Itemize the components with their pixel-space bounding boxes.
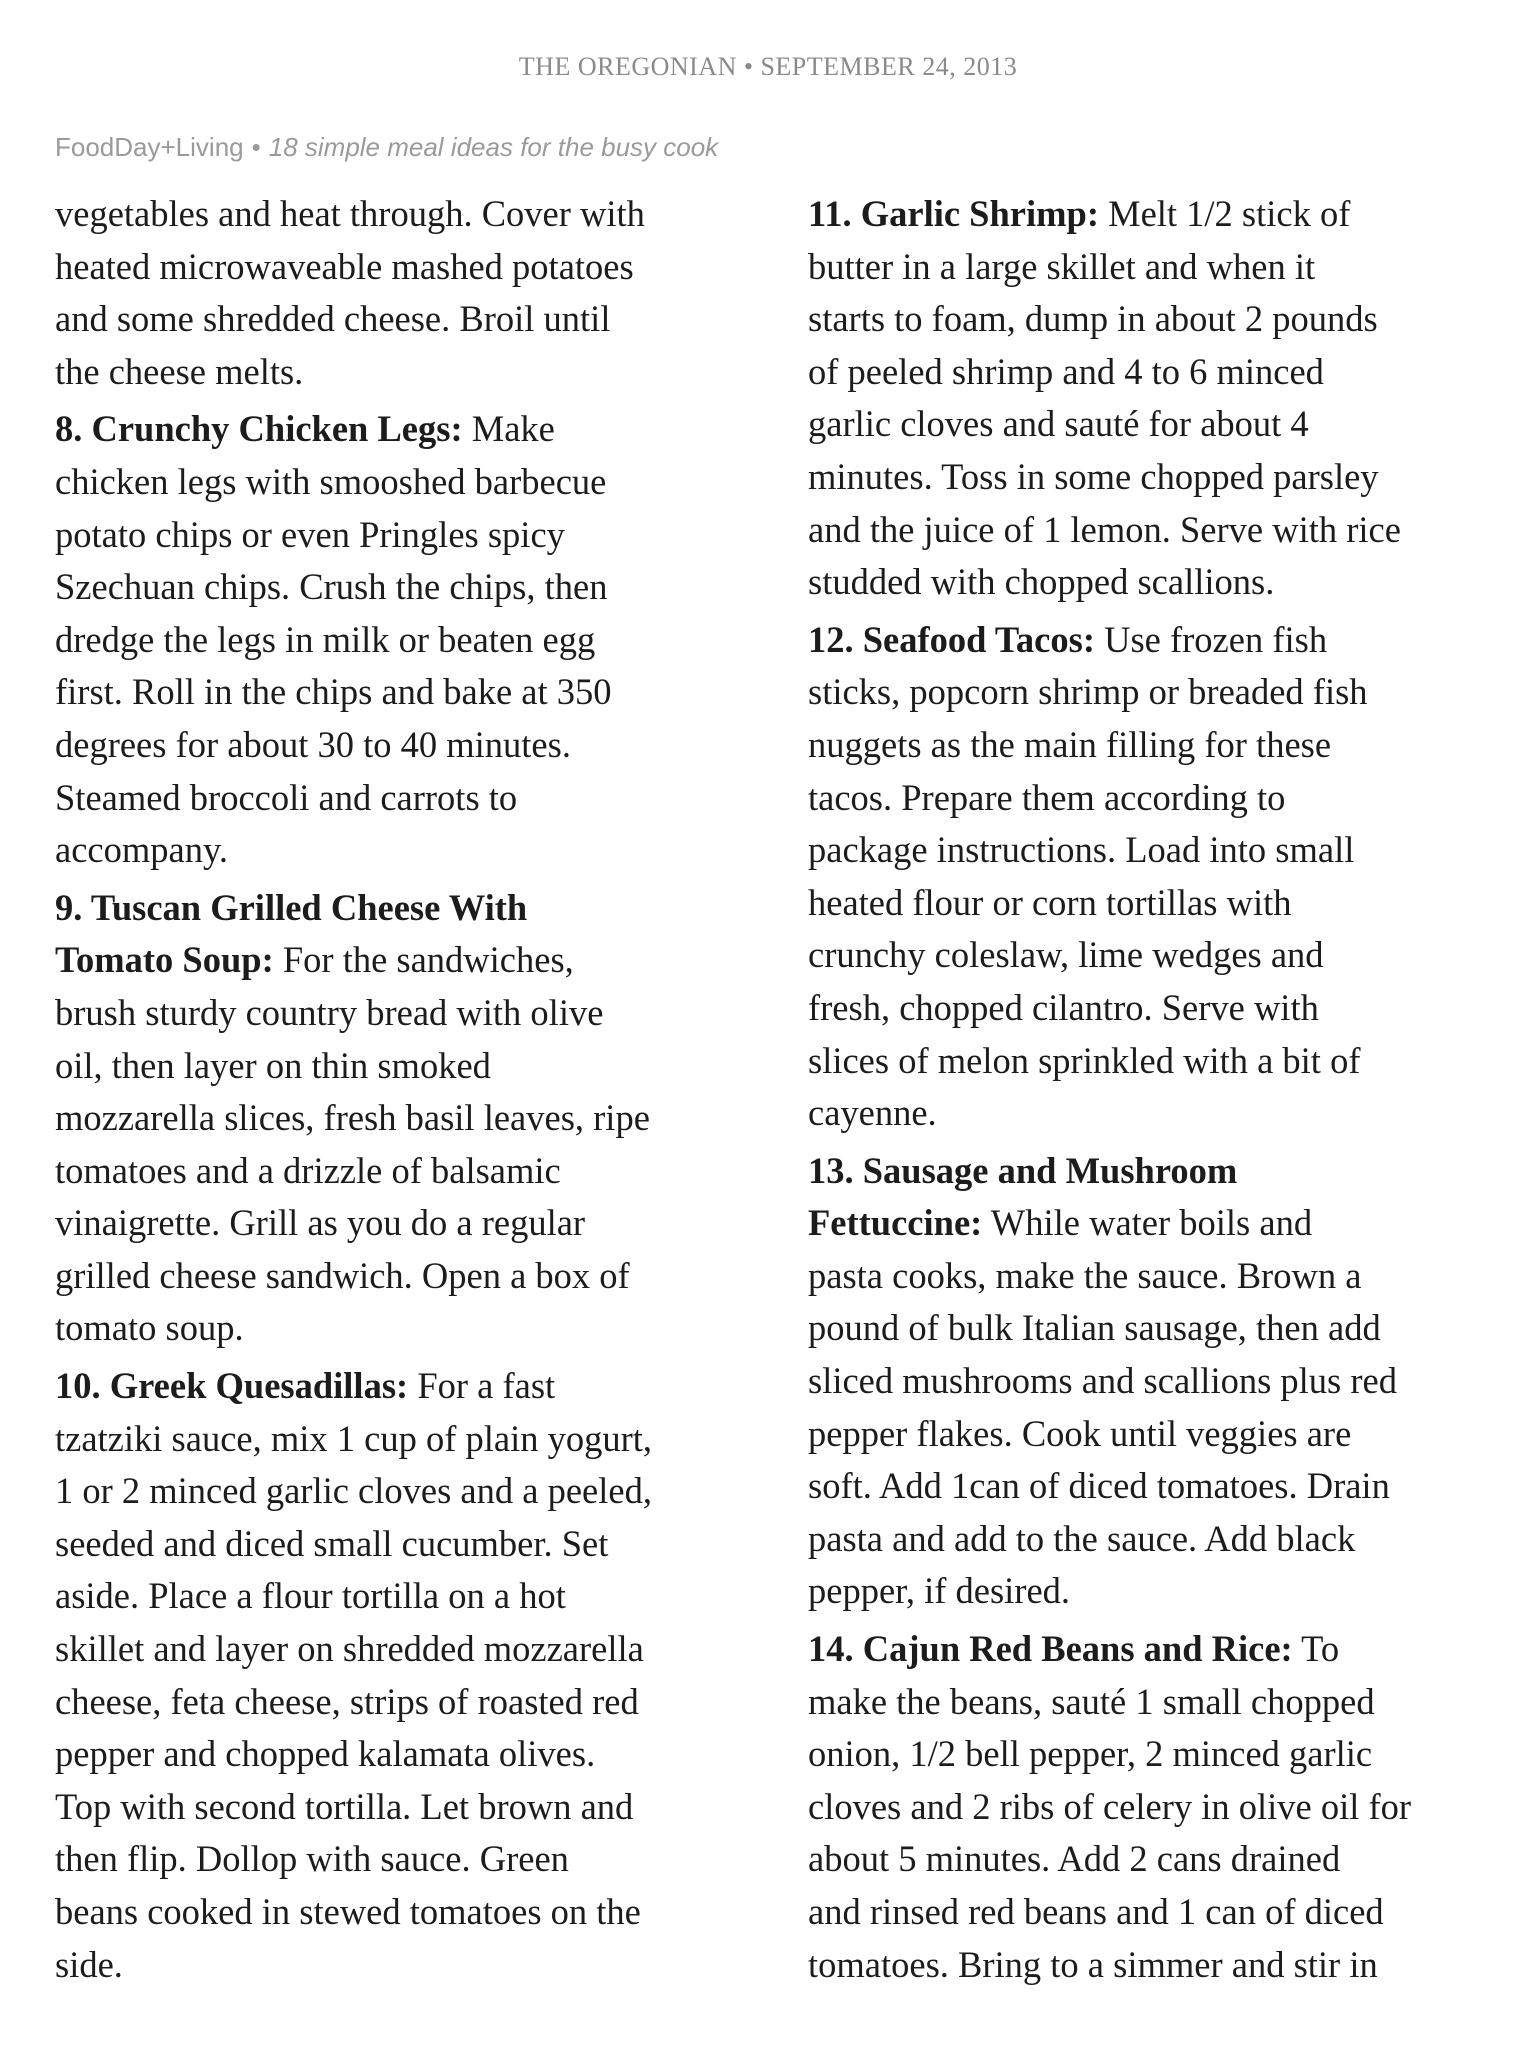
recipe-text: To: [1292, 1628, 1340, 1670]
recipe-heading: 10. Greek Quesadillas:: [55, 1365, 409, 1407]
text-line: pepper, if desired.: [808, 1570, 1071, 1612]
text-line: aside. Place a flour tortilla on a hot: [55, 1575, 566, 1617]
section-name: FoodDay+Living: [55, 132, 244, 162]
text-line: [55, 934, 760, 987]
text-line: starts to foam, dump in about 2 pounds: [808, 298, 1378, 340]
continuation-paragraph: [55, 188, 760, 398]
left-column: [55, 188, 760, 1996]
text-line: first. Roll in the chips and bake at 350: [55, 671, 612, 713]
text-line: of peeled shrimp and 4 to 6 minced: [808, 350, 1324, 392]
article-title: 18 simple meal ideas for the busy cook: [268, 132, 719, 162]
text-line: cheese, feta cheese, strips of roasted red: [55, 1680, 639, 1722]
text-line: pasta and add to the sauce. Add black: [808, 1517, 1356, 1559]
text-line: Szechuan chips. Crush the chips, then: [55, 566, 608, 608]
recipe-item-14: [808, 1623, 1508, 1991]
text-line: mozzarella slices, fresh basil leaves, ripe: [55, 1097, 650, 1139]
text-line: package instructions. Load into small: [808, 829, 1355, 871]
text-line: degrees for about 30 to 40 minutes.: [55, 723, 571, 765]
section-separator: •: [251, 132, 261, 162]
text-line: accompany.: [55, 829, 228, 871]
text-line: about 5 minutes. Add 2 cans drained: [808, 1838, 1341, 1880]
text-line: fresh, chopped cilantro. Serve with: [808, 986, 1319, 1028]
text-line: crunchy coleslaw, lime wedges and: [808, 934, 1324, 976]
recipe-text: Use frozen fish: [1094, 618, 1328, 660]
text-line: pepper and chopped kalamata olives.: [55, 1733, 596, 1775]
text-line: slices of melon sprinkled with a bit of: [808, 1039, 1361, 1081]
text-line: beans cooked in stewed tomatoes on the: [55, 1891, 641, 1932]
recipe-text: For a fast: [408, 1365, 556, 1407]
text-line: vegetables and heat through. Cover with: [55, 193, 645, 234]
recipe-heading: 13. Sausage and Mushroom: [808, 1149, 1238, 1191]
recipe-heading: Fettuccine:: [808, 1202, 983, 1244]
recipe-item-10: [55, 1360, 760, 1991]
text-line: tacos. Prepare them according to: [808, 776, 1286, 818]
text-line: [808, 188, 1508, 241]
text-line: side.: [55, 1943, 123, 1985]
text-line: vinaigrette. Grill as you do a regular: [55, 1202, 586, 1244]
text-line: tomatoes. Bring to a simmer and stir in: [808, 1943, 1378, 1985]
text-line: [808, 1623, 1508, 1676]
recipe-item-8: [55, 403, 760, 876]
text-line: minutes. Toss in some chopped parsley: [808, 455, 1379, 497]
text-line: tzatziki sauce, mix 1 cup of plain yogurt,: [55, 1417, 653, 1459]
text-line: grilled cheese sandwich. Open a box of: [55, 1254, 630, 1296]
text-line: studded with chopped scallions.: [808, 561, 1275, 603]
text-line: brush sturdy country bread with olive: [55, 991, 604, 1033]
text-line: [55, 403, 760, 456]
recipe-text: Melt 1/2 stick of: [1098, 193, 1351, 234]
section-line: [55, 132, 718, 163]
text-line: heated microwaveable mashed potatoes: [55, 245, 634, 287]
text-line: pound of bulk Italian sausage, then add: [808, 1307, 1381, 1349]
text-line: and rinsed red beans and 1 can of diced: [808, 1891, 1384, 1932]
text-line: seeded and diced small cucumber. Set: [55, 1522, 609, 1564]
text-line: heated flour or corn tortillas with: [808, 881, 1292, 923]
masthead: THE OREGONIAN • SEPTEMBER 24, 2013: [518, 52, 1018, 81]
recipe-text: While water boils and: [982, 1202, 1313, 1244]
recipe-text: For the sandwiches,: [273, 939, 574, 981]
recipe-text: Make: [462, 408, 555, 450]
text-line: and some shredded cheese. Broil until: [55, 298, 611, 340]
text-line: 1 or 2 minced garlic cloves and a peeled,: [55, 1470, 652, 1512]
recipe-heading: Tomato Soup:: [55, 939, 274, 981]
text-line: garlic cloves and sauté for about 4: [808, 403, 1309, 445]
text-line: dredge the legs in milk or beaten egg: [55, 618, 596, 660]
text-line: oil, then layer on thin smoked: [55, 1044, 491, 1086]
text-line: butter in a large skillet and when it: [808, 245, 1316, 287]
text-line: cayenne.: [808, 1092, 937, 1134]
recipe-heading: 12. Seafood Tacos:: [808, 618, 1095, 660]
text-line: pasta cooks, make the sauce. Brown a: [808, 1254, 1362, 1296]
text-line: skillet and layer on shredded mozzarella: [55, 1628, 644, 1670]
text-line: nuggets as the main filling for these: [808, 723, 1332, 765]
recipe-item-13: [808, 1145, 1508, 1618]
text-line: Steamed broccoli and carrots to: [55, 776, 518, 818]
text-line: the cheese melts.: [55, 350, 304, 392]
text-line: chicken legs with smooshed barbecue: [55, 460, 607, 502]
text-line: potato chips or even Pringles spicy: [55, 513, 565, 555]
text-line: sticks, popcorn shrimp or breaded fish: [808, 671, 1368, 713]
recipe-heading: 9. Tuscan Grilled Cheese With: [55, 886, 528, 928]
text-line: and the juice of 1 lemon. Serve with rice: [808, 508, 1401, 550]
text-line: Top with second tortilla. Let brown and: [55, 1785, 634, 1827]
recipe-item-11: [808, 188, 1508, 609]
text-line: [808, 1197, 1508, 1250]
text-line: [55, 1360, 760, 1413]
recipe-item-9: [55, 882, 760, 1355]
text-line: make the beans, sauté 1 small chopped: [808, 1680, 1375, 1722]
right-column: [808, 188, 1508, 1996]
text-line: cloves and 2 ribs of celery in olive oil for: [808, 1785, 1412, 1827]
text-line: tomato soup.: [55, 1307, 244, 1349]
recipe-item-12: [808, 614, 1508, 1140]
recipe-heading: 8. Crunchy Chicken Legs:: [55, 408, 463, 450]
recipe-heading: 14. Cajun Red Beans and Rice:: [808, 1628, 1293, 1670]
text-line: sliced mushrooms and scallions plus red: [808, 1360, 1397, 1402]
text-line: pepper flakes. Cook until veggies are: [808, 1412, 1352, 1454]
recipe-heading: 11. Garlic Shrimp:: [808, 193, 1099, 234]
text-line: soft. Add 1can of diced tomatoes. Drain: [808, 1465, 1390, 1507]
text-line: tomatoes and a drizzle of balsamic: [55, 1149, 561, 1191]
text-line: then flip. Dollop with sauce. Green: [55, 1838, 569, 1880]
text-line: [808, 614, 1508, 667]
text-line: onion, 1/2 bell pepper, 2 minced garlic: [808, 1733, 1373, 1775]
